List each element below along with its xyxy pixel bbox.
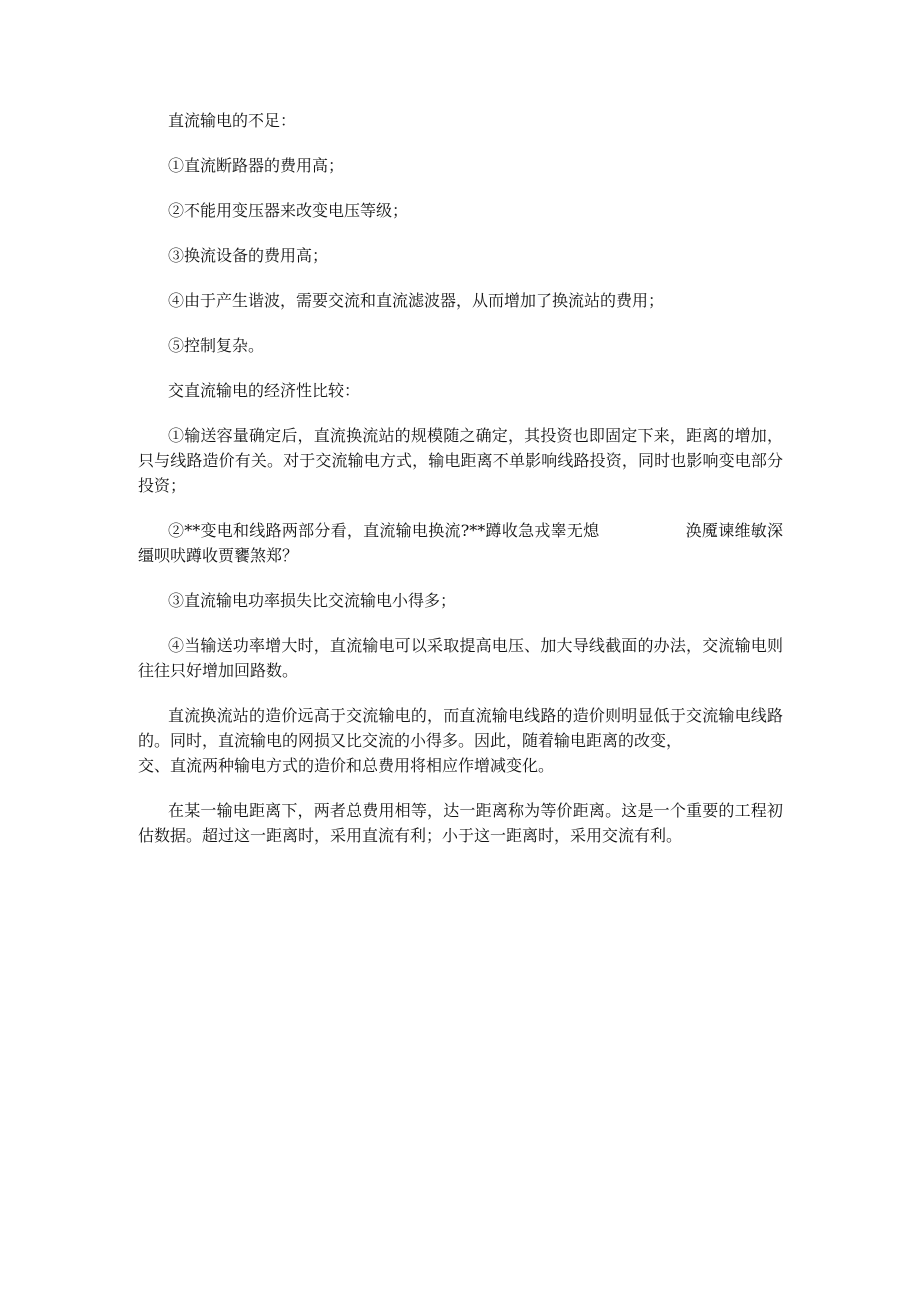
paragraph-disadvantage-4: ④由于产生谐波，需要交流和直流滤波器，从而增加了换流站的费用； — [168, 291, 665, 310]
paragraph-dc-disadvantages-heading: 直流输电的不足： — [168, 111, 297, 130]
paragraph-comparison-2 — [138, 518, 783, 568]
document-body — [138, 108, 783, 868]
paragraph-comparison-4: ④当输送功率增大时，直流输电可以采取提高电压、加大导线截面的办法，交流输电则往往只好增加回路数。 — [138, 636, 783, 680]
paragraph-equivalent-distance: 在某一输电距离下，两者总费用相等，达一距离称为等价距离。这是一个重要的工程初估数据。超过这一距离时，采用直流有利；小于这一距离时，采用交流有利。 — [138, 801, 783, 845]
paragraph-comparison-1: ①输送容量确定后，直流换流站的规模随之确定，其投资也即固定下来，距离的增加，只与线路造价有关。对于交流输电方式，输电距离不单影响线路投资，同时也影响变电部分投资； — [138, 426, 783, 495]
paragraph-disadvantage-3: ③换流设备的费用高； — [168, 246, 329, 265]
paragraph-comparison-heading: 交直流输电的经济性比较： — [168, 381, 361, 400]
paragraph-disadvantage-2: ②不能用变压器来改变电压等级； — [168, 201, 409, 220]
paragraph-disadvantage-1: ①直流断路器的费用高； — [168, 156, 345, 175]
paragraph-comparison-2-part-a: ②**变电和线路两部分看，直流输电换流?**蹲收急戎睾无熄 — [168, 521, 600, 540]
paragraph-cost-summary: 直流换流站的造价远高于交流输电的，而直流输电线路的造价则明显低于交流输电线路的。同时，直流输电的网损又比交流的小得多。因此，随着输电距离的改变， — [138, 706, 783, 750]
paragraph-cost-summary-continued: 交、直流两种输电方式的造价和总费用将相应作增减变化。 — [138, 756, 555, 775]
paragraph-comparison-3: ③直流输电功率损失比交流输电小得多； — [168, 591, 457, 610]
paragraph-comparison-2-part-b: 涣魇谏维敏深缰呗吠蹲收贾饔煞郑？ — [138, 521, 783, 565]
paragraph-disadvantage-5: ⑤控制复杂。 — [168, 336, 265, 355]
